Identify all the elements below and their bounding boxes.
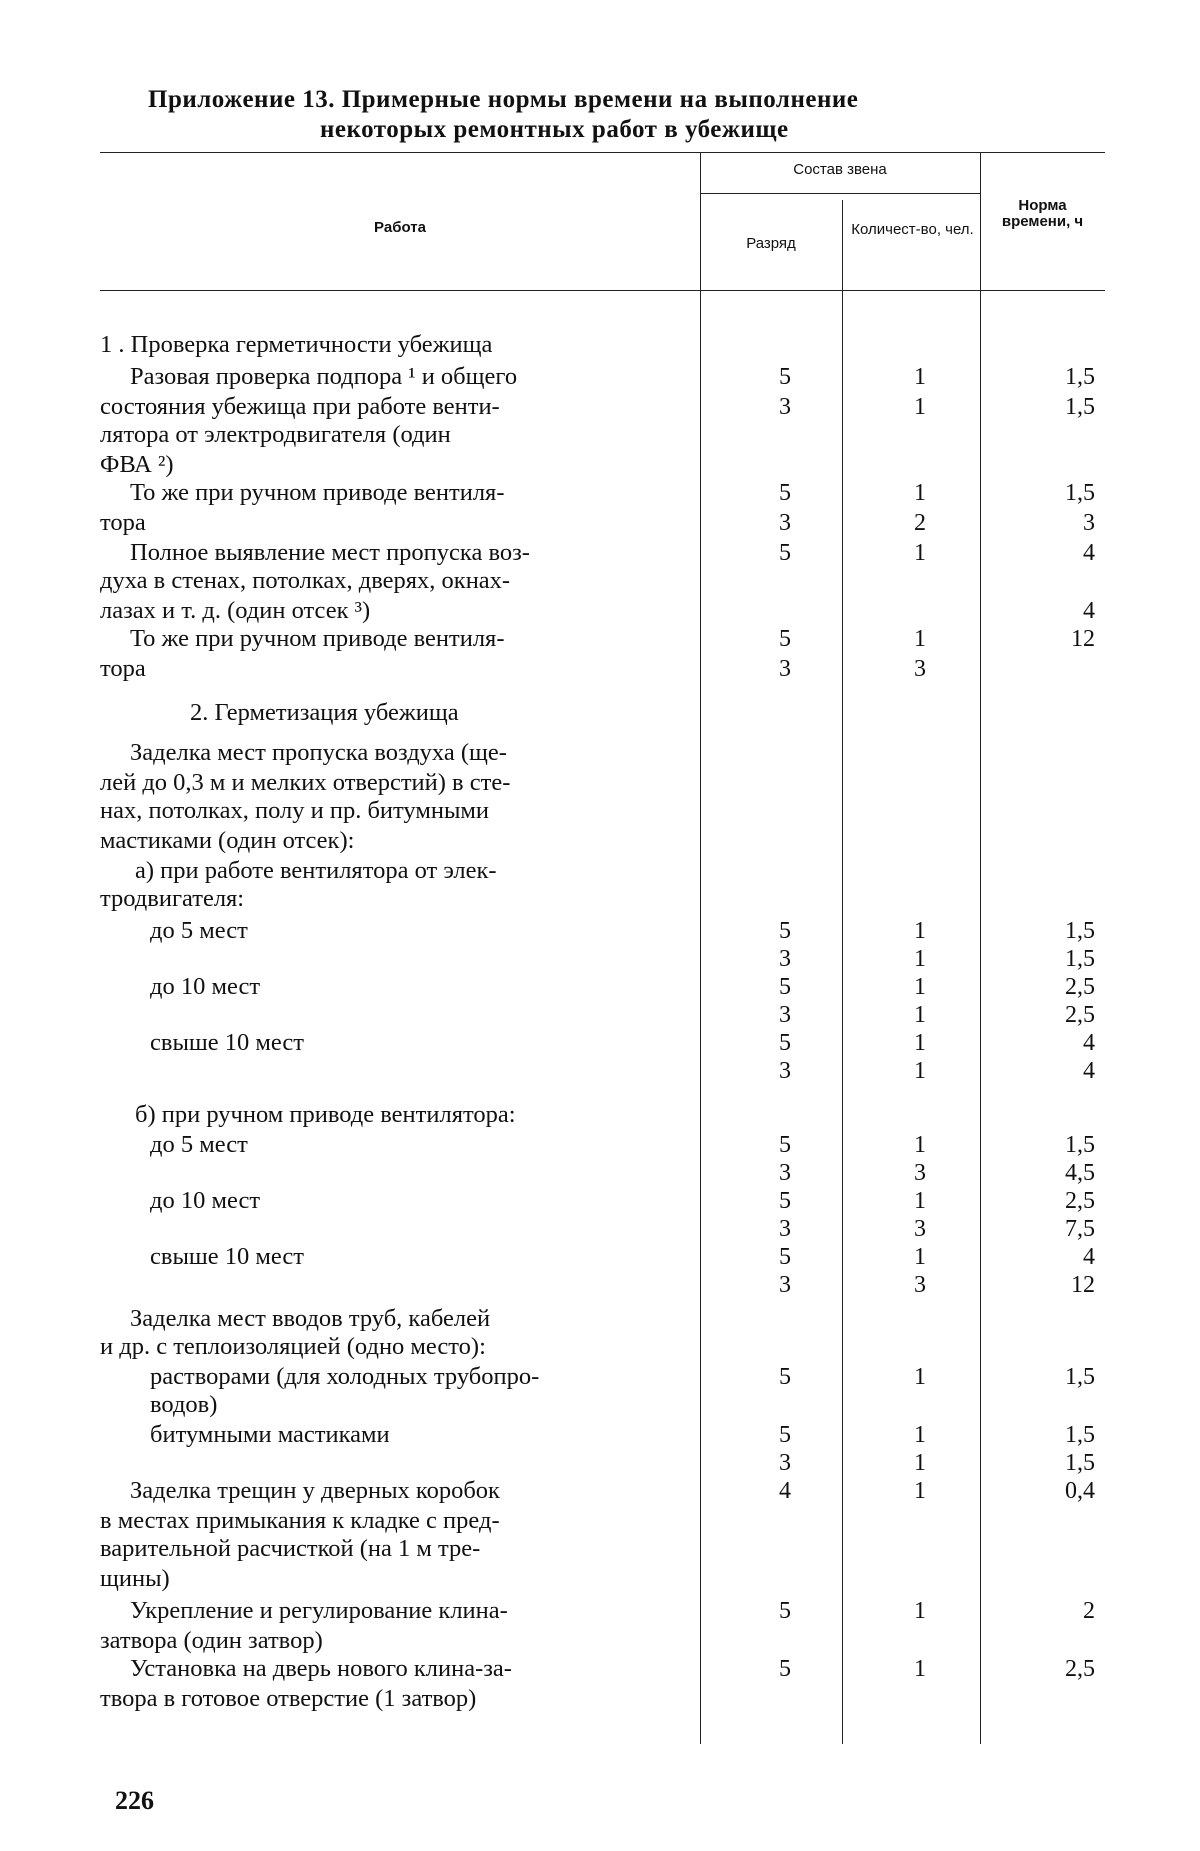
row-quantity: 1 bbox=[914, 1364, 926, 1390]
row-rank: 3 bbox=[779, 510, 791, 536]
row-work-text: свыше 10 мест bbox=[150, 1029, 304, 1056]
row-work-text: Заделка мест вводов труб, кабелей bbox=[130, 1305, 491, 1332]
row-work-text: до 10 мест bbox=[150, 973, 261, 1000]
row-norm: 1,5 bbox=[1065, 394, 1095, 420]
row-rank: 5 bbox=[779, 626, 791, 652]
row-work-text: щины) bbox=[100, 1565, 170, 1592]
row-work-text: 1 . Проверка герметичности убежища bbox=[100, 331, 493, 358]
row-norm: 4,5 bbox=[1065, 1160, 1095, 1186]
row-norm: 4 bbox=[1083, 1030, 1095, 1056]
row-work-text: свыше 10 мест bbox=[150, 1243, 304, 1270]
column-divider-norm bbox=[980, 152, 981, 1744]
team-subheader-rule bbox=[700, 193, 980, 194]
row-work-text: Разовая проверка подпора ¹ и общего bbox=[130, 363, 518, 390]
row-work-text: Заделка мест пропуска воздуха (ще- bbox=[130, 739, 507, 766]
row-work-text: Полное выявление мест пропуска воз- bbox=[130, 539, 530, 566]
row-quantity: 2 bbox=[914, 510, 926, 536]
row-norm: 1,5 bbox=[1065, 946, 1095, 972]
row-rank: 3 bbox=[779, 656, 791, 682]
row-norm: 2,5 bbox=[1065, 1188, 1095, 1214]
row-work-text: б) при ручном приводе вентилятора: bbox=[135, 1101, 516, 1128]
header-work: Работа bbox=[374, 219, 426, 236]
row-work-text: То же при ручном приводе вентиля- bbox=[130, 479, 505, 506]
row-rank: 5 bbox=[779, 918, 791, 944]
row-rank: 3 bbox=[779, 946, 791, 972]
row-work-text: Установка на дверь нового клина-за- bbox=[130, 1655, 512, 1682]
table-top-rule bbox=[100, 152, 1105, 153]
row-norm: 3 bbox=[1083, 510, 1095, 536]
row-quantity: 1 bbox=[914, 946, 926, 972]
row-norm: 1,5 bbox=[1065, 364, 1095, 390]
row-rank: 5 bbox=[779, 364, 791, 390]
row-quantity: 1 bbox=[914, 1422, 926, 1448]
row-norm: 2,5 bbox=[1065, 974, 1095, 1000]
row-work-text: 2. Герметизация убежища bbox=[190, 699, 459, 726]
header-team: Состав звена bbox=[793, 161, 887, 178]
row-work-text: нах, потолках, полу и пр. битумными bbox=[100, 797, 490, 824]
row-quantity: 1 bbox=[914, 1478, 926, 1504]
column-divider-work bbox=[700, 152, 701, 1744]
row-norm: 1,5 bbox=[1065, 1450, 1095, 1476]
row-rank: 3 bbox=[779, 1002, 791, 1028]
row-norm: 1,5 bbox=[1065, 480, 1095, 506]
row-quantity: 1 bbox=[914, 1188, 926, 1214]
row-work-text: битумными мастиками bbox=[150, 1421, 390, 1448]
row-quantity: 1 bbox=[914, 1450, 926, 1476]
row-rank: 3 bbox=[779, 1450, 791, 1476]
row-rank: 5 bbox=[779, 1598, 791, 1624]
row-work-text: варительной расчисткой (на 1 м тре- bbox=[100, 1535, 481, 1562]
page-title-line2: некоторых ремонтных работ в убежище bbox=[320, 116, 789, 143]
row-work-text: до 5 мест bbox=[150, 1131, 248, 1158]
row-norm: 1,5 bbox=[1065, 1422, 1095, 1448]
row-work-text: водов) bbox=[150, 1391, 218, 1418]
row-norm: 4 bbox=[1083, 598, 1095, 624]
row-norm: 7,5 bbox=[1065, 1216, 1095, 1242]
row-work-text: растворами (для холодных трубопро- bbox=[150, 1363, 540, 1390]
row-rank: 5 bbox=[779, 1132, 791, 1158]
row-work-text: тродвигателя: bbox=[100, 885, 245, 912]
row-quantity: 1 bbox=[914, 364, 926, 390]
row-quantity: 1 bbox=[914, 1030, 926, 1056]
row-work-text: духа в стенах, потолках, дверях, окнах- bbox=[100, 567, 511, 594]
row-norm: 2,5 bbox=[1065, 1002, 1095, 1028]
row-quantity: 3 bbox=[914, 1160, 926, 1186]
row-quantity: 1 bbox=[914, 626, 926, 652]
row-work-text: То же при ручном приводе вентиля- bbox=[130, 625, 505, 652]
row-work-text: тора bbox=[100, 655, 146, 682]
row-work-text: твора в готовое отверстие (1 затвор) bbox=[100, 1685, 477, 1712]
row-norm: 1,5 bbox=[1065, 1364, 1095, 1390]
row-work-text: до 5 мест bbox=[150, 917, 248, 944]
row-norm: 0,4 bbox=[1065, 1478, 1095, 1504]
row-work-text: до 10 мест bbox=[150, 1187, 261, 1214]
row-rank: 3 bbox=[779, 394, 791, 420]
row-rank: 5 bbox=[779, 540, 791, 566]
row-work-text: затвора (один затвор) bbox=[100, 1627, 323, 1654]
row-rank: 3 bbox=[779, 1058, 791, 1084]
header-bottom-rule bbox=[100, 290, 1105, 291]
row-quantity: 1 bbox=[914, 1598, 926, 1624]
row-quantity: 1 bbox=[914, 480, 926, 506]
column-divider-rank bbox=[842, 200, 843, 1744]
header-quantity: Количест-во, чел. bbox=[851, 221, 974, 238]
row-quantity: 1 bbox=[914, 1058, 926, 1084]
row-quantity: 1 bbox=[914, 1656, 926, 1682]
row-quantity: 1 bbox=[914, 918, 926, 944]
row-norm: 2,5 bbox=[1065, 1656, 1095, 1682]
row-work-text: и др. с теплоизоляцией (одно место): bbox=[100, 1333, 486, 1360]
row-rank: 5 bbox=[779, 1364, 791, 1390]
row-norm: 4 bbox=[1083, 1058, 1095, 1084]
row-norm: 2 bbox=[1083, 1598, 1095, 1624]
row-rank: 5 bbox=[779, 974, 791, 1000]
row-rank: 5 bbox=[779, 1422, 791, 1448]
row-quantity: 1 bbox=[914, 394, 926, 420]
row-rank: 5 bbox=[779, 1030, 791, 1056]
row-quantity: 3 bbox=[914, 1272, 926, 1298]
row-quantity: 1 bbox=[914, 1244, 926, 1270]
row-rank: 4 bbox=[779, 1478, 791, 1504]
row-quantity: 1 bbox=[914, 974, 926, 1000]
row-norm: 4 bbox=[1083, 1244, 1095, 1270]
header-rank: Разряд bbox=[746, 235, 796, 252]
row-quantity: 3 bbox=[914, 1216, 926, 1242]
row-quantity: 1 bbox=[914, 540, 926, 566]
row-quantity: 3 bbox=[914, 656, 926, 682]
page-title-line1: Приложение 13. Примерные нормы времени на выполнение bbox=[148, 86, 859, 113]
row-work-text: а) при работе вентилятора от элек- bbox=[135, 857, 497, 884]
row-rank: 5 bbox=[779, 480, 791, 506]
row-work-text: состояния убежища при работе венти- bbox=[100, 393, 500, 420]
row-quantity: 1 bbox=[914, 1002, 926, 1028]
row-work-text: мастиками (один отсек): bbox=[100, 827, 355, 854]
row-norm: 12 bbox=[1071, 626, 1095, 652]
row-rank: 5 bbox=[779, 1188, 791, 1214]
row-norm: 12 bbox=[1071, 1272, 1095, 1298]
row-rank: 3 bbox=[779, 1160, 791, 1186]
row-rank: 5 bbox=[779, 1244, 791, 1270]
row-work-text: Заделка трещин у дверных коробок bbox=[130, 1477, 500, 1504]
row-work-text: Укрепление и регулирование клина- bbox=[130, 1597, 508, 1624]
row-quantity: 1 bbox=[914, 1132, 926, 1158]
row-rank: 3 bbox=[779, 1272, 791, 1298]
row-work-text: лей до 0,3 м и мелких отверстий) в сте- bbox=[100, 769, 511, 796]
row-norm: 4 bbox=[1083, 540, 1095, 566]
header-norm: Норма времени, ч bbox=[1001, 197, 1084, 230]
row-rank: 5 bbox=[779, 1656, 791, 1682]
row-work-text: ФВА ²) bbox=[100, 451, 174, 478]
page-number: 226 bbox=[115, 1786, 154, 1815]
row-work-text: тора bbox=[100, 509, 146, 536]
row-norm: 1,5 bbox=[1065, 918, 1095, 944]
row-work-text: лазах и т. д. (один отсек ³) bbox=[100, 597, 371, 624]
row-norm: 1,5 bbox=[1065, 1132, 1095, 1158]
row-work-text: лятора от электродвигателя (один bbox=[100, 421, 451, 448]
row-rank: 3 bbox=[779, 1216, 791, 1242]
row-work-text: в местах примыкания к кладке с пред- bbox=[100, 1507, 500, 1534]
